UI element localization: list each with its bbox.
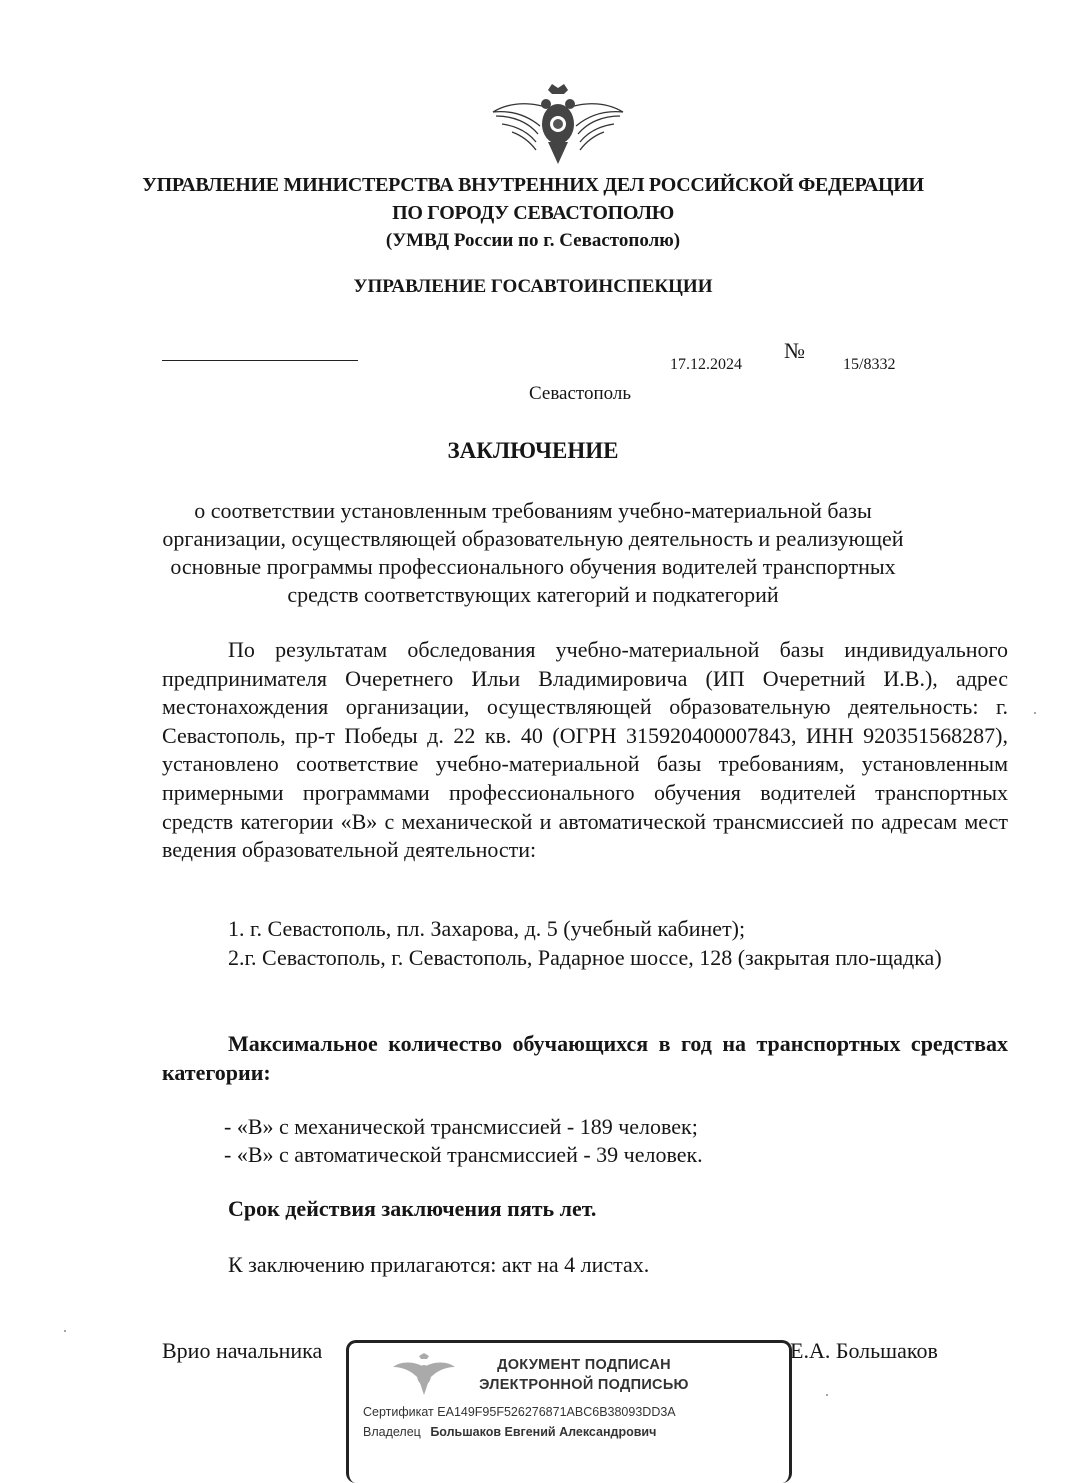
department-name: УПРАВЛЕНИЕ ГОСАВТОИНСПЕКЦИИ	[353, 276, 713, 297]
address-item-2: 2.г. Севастополь, г. Севастополь, Радарное шоссе, 128 (закрытая пло-щадка)	[228, 945, 942, 970]
address-item-1: 1. г. Севастополь, пл. Захарова, д. 5 (учебный кабинет);	[228, 916, 746, 941]
body-paragraph: По результатам обследования учебно-материальной базы индивидуального предпринимателя Очеретнего Ильи Владимировича (ИП Очеретний И.В.), адрес местонахождения организации, осуществляющей образовательную деятельность: г. Севастополь, пр-т Победы д. 22 кв. 40 (ОГРН 315920400007843, ИНН 920351568287), установлено соответствие учебно-материальной базы требованиям, установленным примерными программами профессионального обучения водителей транспортных средств категории «В» с механической и автоматической трансмиссией по адресам мест ведения образовательной деятельности:	[162, 637, 1008, 863]
signer-position: Врио начальника	[162, 1338, 323, 1363]
signer-name: Е.А. Большаков	[790, 1338, 938, 1363]
certificate-value: EA149F95F526276871ABC6B38093DD3A	[437, 1405, 676, 1419]
scan-speck	[64, 1330, 66, 1332]
number-sign: №	[784, 338, 805, 363]
document-date: 17.12.2024	[670, 356, 742, 373]
agency-name-line1: УПРАВЛЕНИЕ МИНИСТЕРСТВА ВНУТРЕННИХ ДЕЛ РОССИЙСКОЙ ФЕДЕРАЦИИ	[142, 174, 924, 196]
category-b-manual: - «В» с механической трансмиссией - 189 человек;	[224, 1114, 698, 1139]
stamp-title	[449, 1355, 719, 1395]
owner-label: Владелец	[363, 1425, 421, 1439]
subtitle-line-4: средств соответствующих категорий и подкатегорий	[287, 582, 779, 607]
stamp-title-line2: ЭЛЕКТРОННОЙ ПОДПИСЬЮ	[479, 1377, 689, 1393]
stamp-title-line1: ДОКУМЕНТ ПОДПИСАН	[497, 1357, 671, 1373]
max-students-heading: Максимальное количество обучающихся в год на транспортных средствах категории:	[162, 1031, 1008, 1085]
subtitle-line-2: организации, осуществляющей образовательную деятельность и реализующей	[162, 526, 904, 551]
city: Севастополь	[529, 383, 632, 404]
scan-speck	[826, 1394, 828, 1396]
scan-speck	[1034, 712, 1036, 714]
blank-line	[162, 360, 358, 361]
category-b-automatic: - «В» с автоматической трансмиссией - 39 человек.	[224, 1142, 703, 1167]
document-title: ЗАКЛЮЧЕНИЕ	[447, 438, 619, 463]
double-headed-eagle-icon	[468, 82, 648, 170]
owner-value: Большаков Евгений Александрович	[430, 1425, 657, 1439]
agency-abbreviation: (УМВД России по г. Севастополю)	[385, 230, 681, 251]
certificate-row	[363, 1405, 676, 1419]
certificate-label: Сертификат	[363, 1405, 434, 1419]
validity-period: Срок действия заключения пять лет.	[228, 1196, 597, 1221]
subtitle-line-1: о соответствии установленным требованиям учебно-материальной базы	[194, 498, 872, 523]
owner-row	[363, 1425, 656, 1439]
subtitle-line-3: основные программы профессионального обучения водителей транспортных	[170, 554, 896, 579]
agency-name-line2: ПО ГОРОДУ СЕВАСТОПОЛЮ	[392, 202, 674, 224]
document-number: 15/8332	[843, 356, 896, 373]
electronic-signature-stamp	[346, 1340, 792, 1483]
attachment-note: К заключению прилагаются: акт на 4 листах.	[228, 1252, 650, 1277]
